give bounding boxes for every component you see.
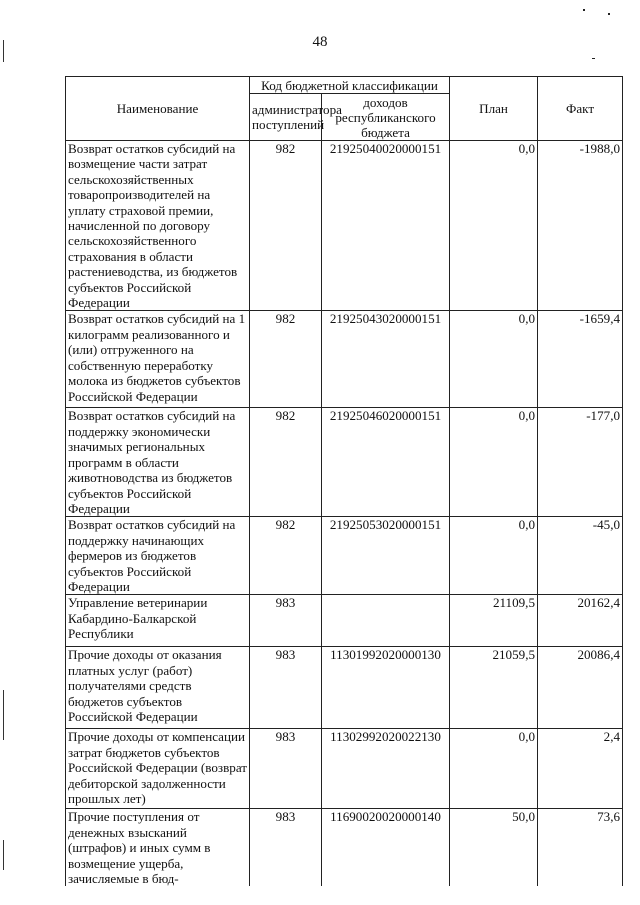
row-name: Возврат остатков субсидий на возмещение части затрат сельскохозяйственных товаропроизводителей на уплату страховой премии, начисленной по договору сельскохозяйственного страхования в области растениеводства, из бюджетов субъектов Российской Федерации <box>66 141 250 311</box>
row-name: Возврат остатков субсидий на 1 килограмм реализованного и (или) отгруженного на собственную переработку молока из бюджетов субъектов Российской Федерации <box>66 311 250 408</box>
scan-edge-mark <box>3 40 4 62</box>
row-fact: 20162,4 <box>538 595 623 647</box>
scan-edge-mark <box>3 840 4 870</box>
row-fact: 20086,4 <box>538 647 623 729</box>
row-income-code <box>322 595 450 647</box>
row-admin-code: 982 <box>250 311 322 408</box>
row-name: Возврат остатков субсидий на поддержку начинающих фермеров из бюджетов субъектов Российской Федерации <box>66 517 250 595</box>
row-income-code: 21925040020000151 <box>322 141 450 311</box>
row-income-code: 21925046020000151 <box>322 408 450 517</box>
row-plan: 21059,5 <box>450 647 538 729</box>
table-row <box>66 141 623 311</box>
row-name: Прочие доходы от компенсации затрат бюджетов субъектов Российской Федерации (возврат дебиторской задолженности прошлых лет) <box>66 729 250 809</box>
page-number: 48 <box>312 34 328 50</box>
row-fact: -1988,0 <box>538 141 623 311</box>
budget-table <box>65 76 623 886</box>
row-income-code: 11302992020022130 <box>322 729 450 809</box>
table-row <box>66 729 623 809</box>
header-code-group: Код бюджетной классификации <box>250 77 450 94</box>
row-admin-code: 983 <box>250 809 322 887</box>
row-plan: 0,0 <box>450 729 538 809</box>
row-name: Прочие доходы от оказания платных услуг (работ) получателями средств бюджетов субъектов Российской Федерации <box>66 647 250 729</box>
row-admin-code: 983 <box>250 729 322 809</box>
header-fact: Факт <box>538 77 623 141</box>
header-admin: администратора поступлений <box>250 94 322 141</box>
row-admin-code: 982 <box>250 141 322 311</box>
row-income-code: 21925053020000151 <box>322 517 450 595</box>
table-row <box>66 809 623 887</box>
row-plan: 0,0 <box>450 311 538 408</box>
row-income-code: 21925043020000151 <box>322 311 450 408</box>
header-plan: План <box>450 77 538 141</box>
scan-edge-mark <box>3 690 4 740</box>
table-row <box>66 311 623 408</box>
row-plan: 0,0 <box>450 517 538 595</box>
row-admin-code: 983 <box>250 647 322 729</box>
scan-speck <box>592 58 595 59</box>
row-fact: -177,0 <box>538 408 623 517</box>
table-row <box>66 517 623 595</box>
row-admin-code: 982 <box>250 408 322 517</box>
row-name: Возврат остатков субсидий на поддержку экономически значимых региональных программ в области животноводства из бюджетов субъектов Российской Федерации <box>66 408 250 517</box>
header-income: доходов республиканского бюджета <box>322 94 450 141</box>
row-plan: 0,0 <box>450 141 538 311</box>
table-row <box>66 595 623 647</box>
row-income-code: 11690020020000140 <box>322 809 450 887</box>
row-name: Управление ветеринарии Кабардино-Балкарской Республики <box>66 595 250 647</box>
row-admin-code: 983 <box>250 595 322 647</box>
row-income-code: 11301992020000130 <box>322 647 450 729</box>
scan-speck <box>608 13 610 15</box>
row-plan: 50,0 <box>450 809 538 887</box>
header-name: Наименование <box>66 77 250 141</box>
scan-speck <box>583 9 585 11</box>
table-row <box>66 408 623 517</box>
row-plan: 21109,5 <box>450 595 538 647</box>
row-fact: -45,0 <box>538 517 623 595</box>
row-fact: 73,6 <box>538 809 623 887</box>
table-row <box>66 647 623 729</box>
row-plan: 0,0 <box>450 408 538 517</box>
row-admin-code: 982 <box>250 517 322 595</box>
row-fact: -1659,4 <box>538 311 623 408</box>
row-name: Прочие поступления от денежных взысканий (штрафов) и иных сумм в возмещение ущерба, зачисляемые в бюд- <box>66 809 250 887</box>
row-fact: 2,4 <box>538 729 623 809</box>
